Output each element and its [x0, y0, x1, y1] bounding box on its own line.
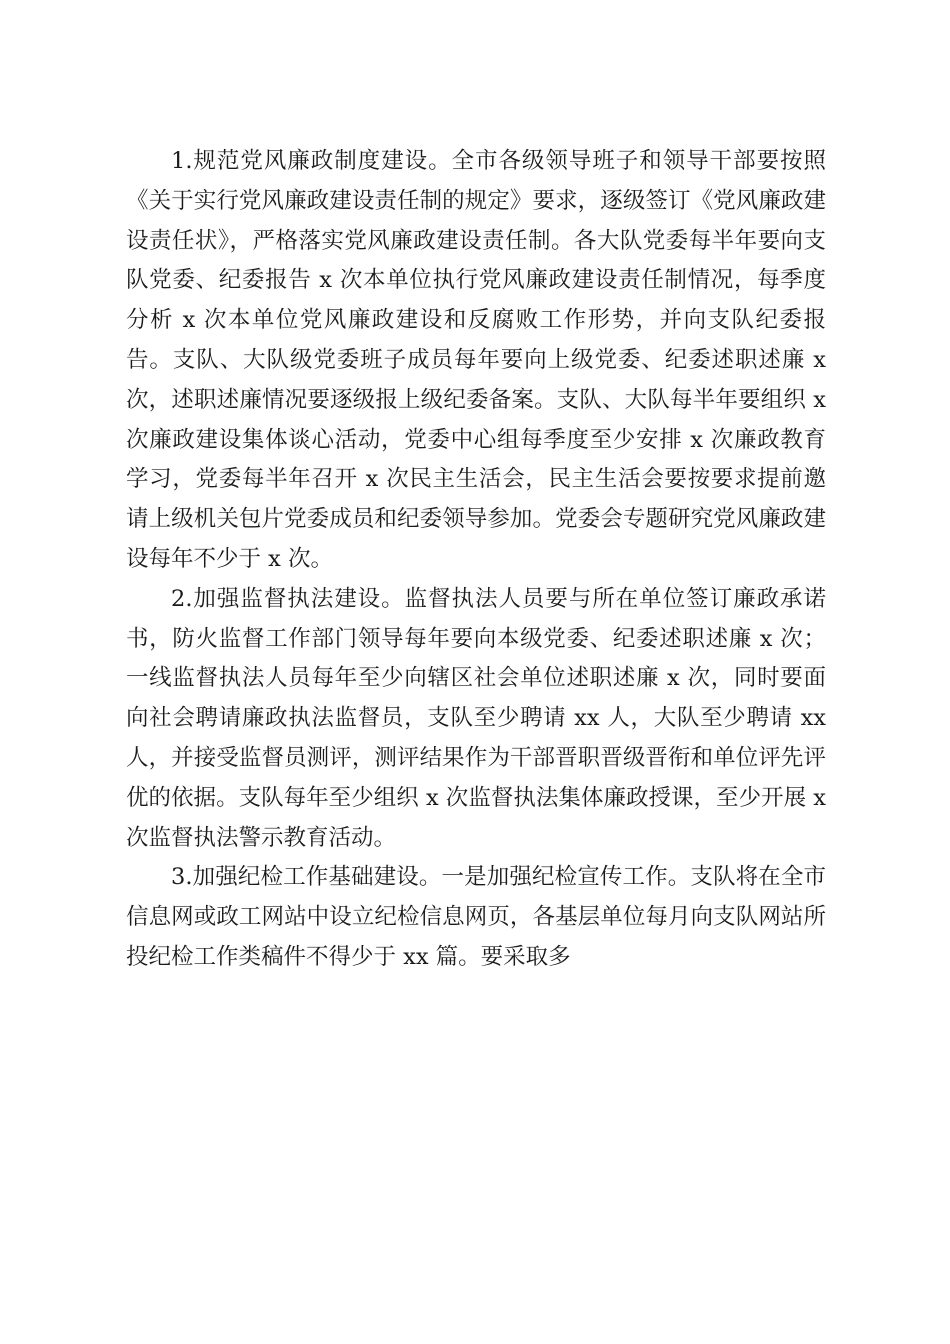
paragraph-2: 2.加强监督执法建设。监督执法人员要与所在单位签订廉政承诺书，防火监督工作部门领导每年要向本级党委、纪委述职述廉 x 次；一线监督执法人员每年至少向辖区社会单位述职述廉 x 次，同时要面向社会聘请廉政执法监督员，支队至少聘请 xx 人，大队至少聘请 xx 人，并接受监督员测评，测评结果作为干部晋职晋级晋衔和单位评先评优的依据。支队每年至少组织 x 次监督执法集体廉政授课，至少开展 x 次监督执法警示教育活动。: [126, 585, 826, 851]
paragraph-3: 3.加强纪检工作基础建设。一是加强纪检宣传工作。支队将在全市信息网或政工网站中设立纪检信息网页，各基层单位每月向支队网站所投纪检工作类稿件不得少于 xx 篇。要采取多: [126, 864, 826, 970]
document-body: [126, 142, 826, 978]
paragraph-1: 1.规范党风廉政制度建设。全市各级领导班子和领导干部要按照《关于实行党风廉政建设责任制的规定》要求，逐级签订《党风廉政建设责任状》，严格落实党风廉政建设责任制。各大队党委每半年要向支队党委、纪委报告 x 次本单位执行党风廉政建设责任制情况，每季度分析 x 次本单位党风廉政建设和反腐败工作形势，并向支队纪委报告。支队、大队级党委班子成员每年要向上级党委、纪委述职述廉 x 次，述职述廉情况要逐级报上级纪委备案。支队、大队每半年要组织 x 次廉政建设集体谈心活动，党委中心组每季度至少安排 x 次廉政教育学习，党委每半年召开 x 次民主生活会，民主生活会要按要求提前邀请上级机关包片党委成员和纪委领导参加。党委会专题研究党风廉政建设每年不少于 x 次。: [126, 148, 826, 572]
